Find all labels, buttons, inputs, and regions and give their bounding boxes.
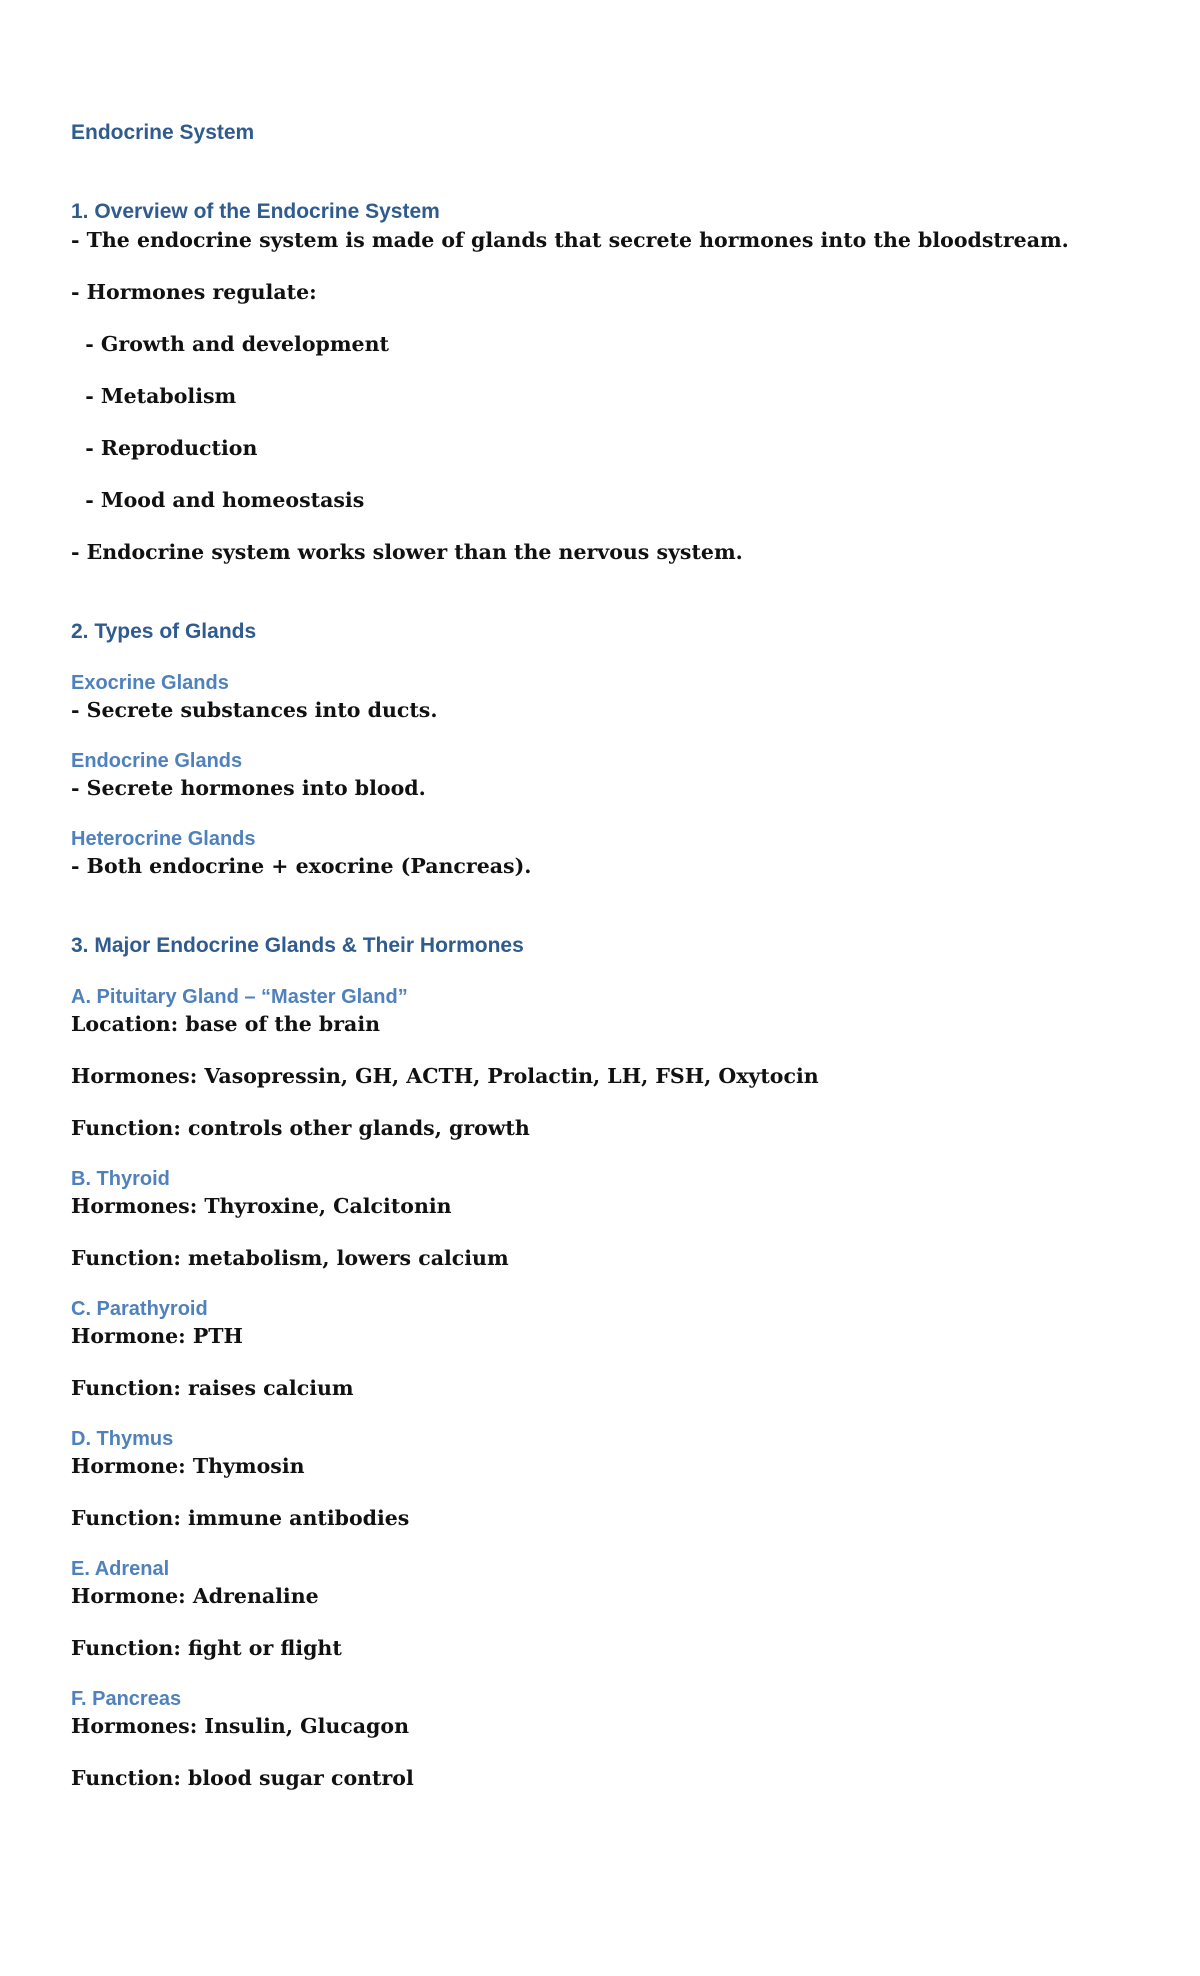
paragraph: Hormones: Vasopressin, GH, ACTH, Prolactin, LH, FSH, Oxytocin [71, 1064, 819, 1088]
paragraph: Function: controls other glands, growth [71, 1116, 530, 1140]
document-body [71, 118, 1131, 1816]
paragraph: Function: blood sugar control [71, 1766, 414, 1790]
list-item: - Metabolism [71, 384, 237, 408]
paragraph: Function: metabolism, lowers calcium [71, 1246, 509, 1270]
section-major-glands [71, 932, 1131, 1792]
list-item: - Reproduction [71, 436, 258, 460]
document-title: Endocrine System [71, 121, 255, 144]
paragraph: Function: immune antibodies [71, 1506, 410, 1530]
subsection-heading: Heterocrine Glands [71, 828, 256, 850]
section-spacer [71, 590, 1131, 618]
section-heading: 3. Major Endocrine Glands & Their Hormones [71, 934, 524, 957]
paragraph: - The endocrine system is made of glands that secrete hormones into the bloodstream. [71, 228, 1069, 252]
section-heading: 2. Types of Glands [71, 620, 257, 643]
paragraph: - Secrete substances into ducts. [71, 698, 438, 722]
paragraph: Function: fight or flight [71, 1636, 342, 1660]
paragraph: - Endocrine system works slower than the nervous system. [71, 540, 743, 564]
subsection-heading: Endocrine Glands [71, 750, 243, 772]
paragraph: Function: raises calcium [71, 1376, 354, 1400]
paragraph: Hormone: PTH [71, 1324, 243, 1348]
paragraph: Hormone: Thymosin [71, 1454, 305, 1478]
subsection-heading: Exocrine Glands [71, 672, 229, 694]
paragraph: - Hormones regulate: [71, 280, 317, 304]
section-overview [71, 198, 1131, 566]
subsection-heading: D. Thymus [71, 1428, 174, 1450]
paragraph: Location: base of the brain [71, 1012, 381, 1036]
subsection-heading: F. Pancreas [71, 1688, 182, 1710]
paragraph: - Secrete hormones into blood. [71, 776, 426, 800]
paragraph: Hormones: Insulin, Glucagon [71, 1714, 409, 1738]
list-item: - Growth and development [71, 332, 389, 356]
paragraph: Hormone: Adrenaline [71, 1584, 319, 1608]
list-item: - Mood and homeostasis [71, 488, 365, 512]
subsection-heading: B. Thyroid [71, 1168, 170, 1190]
paragraph: Hormones: Thyroxine, Calcitonin [71, 1194, 452, 1218]
section-heading: 1. Overview of the Endocrine System [71, 200, 440, 223]
paragraph: - Both endocrine + exocrine (Pancreas). [71, 854, 532, 878]
section-types-of-glands [71, 618, 1131, 880]
subsection-heading: E. Adrenal [71, 1558, 170, 1580]
subsection-heading: A. Pituitary Gland – “Master Gland” [71, 986, 408, 1008]
subsection-heading: C. Parathyroid [71, 1298, 208, 1320]
section-spacer [71, 904, 1131, 932]
